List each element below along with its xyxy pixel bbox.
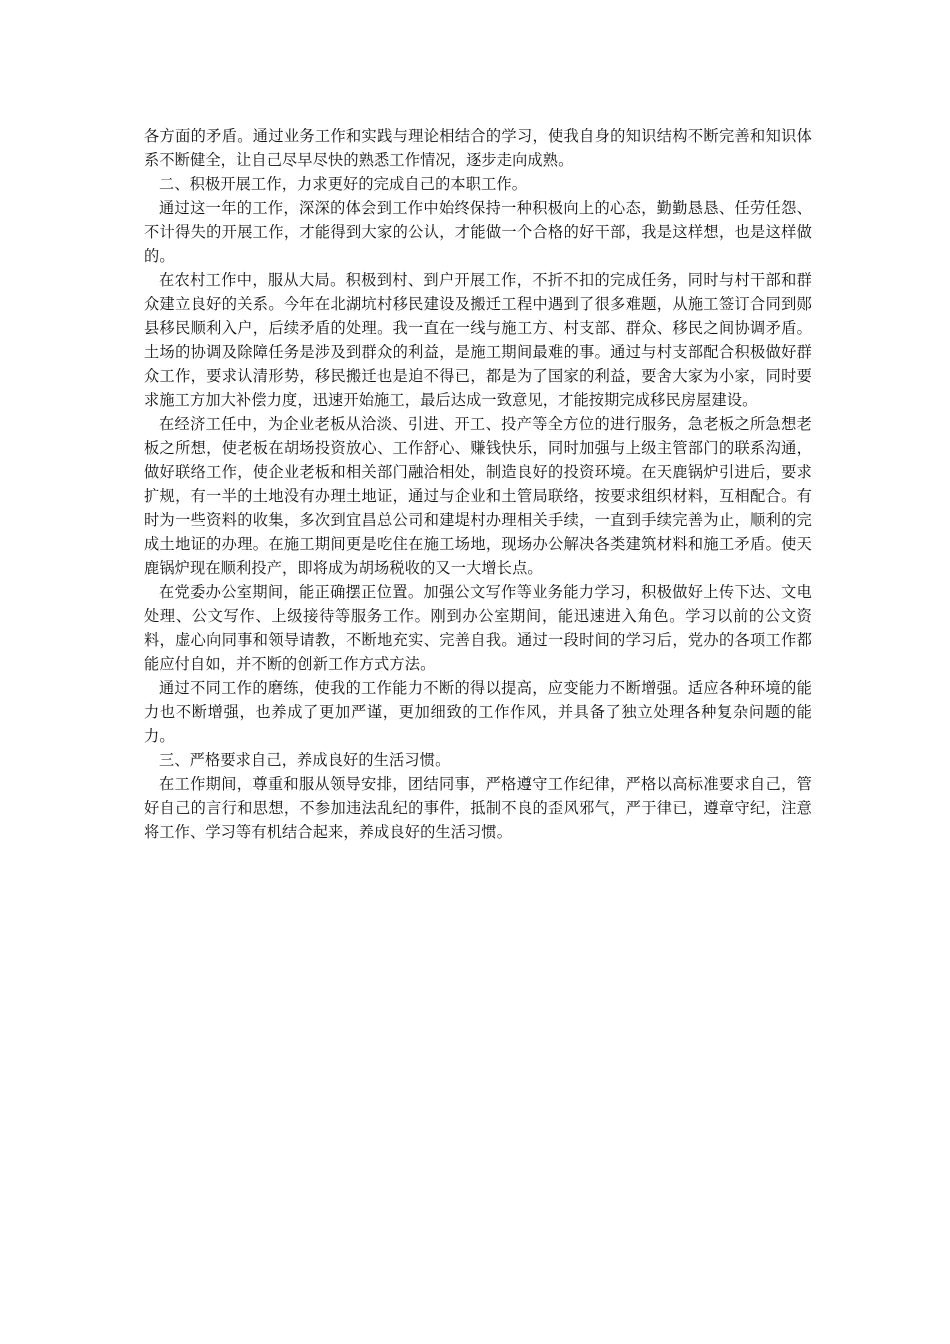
body-paragraph: 在党委办公室期间，能正确摆正位置。加强公文写作等业务能力学习，积极做好上传下达、文电处理、公文写作、上级接待等服务工作。刚到办公室期间，能迅速进入角色。学习以前的公文资料，虚心向同事和领导请教，不断地充实、完善自我。通过一段时间的学习后，党办的各项工作都能应付自如，并不断的创新工作方式方法。 [144, 583, 812, 673]
section-heading-3: 三、严格要求自己，养成良好的生活习惯。 [159, 751, 451, 769]
body-paragraph: 在经济工任中，为企业老板从洽淡、引进、开工、投产等全方位的进行服务，急老板之所急想老板之所想，使老板在胡场投资放心、工作舒心、赚钱快乐，同时加强与上级主管部门的联系沟通，做好联络工作，使企业老板和相关部门融洽相处，制造良好的投资环境。在天鹿锅炉引进后，要求扩规，有一半的土地没有办理土地证，通过与企业和土管局联络，按要求组织材料，互相配合。有时为一些资料的收集，多次到宜昌总公司和建堤村办理相关手续，一直到手续完善为止，顺利的完成土地证的办理。在施工期间更是吃住在施工场地，现场办公解决各类建筑材料和施工矛盾。使天鹿锅炉现在顺利投产，即将成为胡场税收的又一大增长点。 [144, 415, 812, 577]
body-paragraph: 通过不同工作的磨练，使我的工作能力不断的得以提高，应变能力不断增强。适应各种环境的能力也不断增强，也养成了更加严谨，更加细致的工作作风，并具备了独立处理各种复杂问题的能力。 [144, 679, 812, 745]
continuation-paragraph: 各方面的矛盾。通过业务工作和实践与理论相结合的学习，使我自身的知识结构不断完善和知识体系不断健全，让自己尽早尽快的熟悉工作情况，逐步走向成熟。 [144, 127, 812, 169]
body-paragraph: 在农村工作中，服从大局。积极到村、到户开展工作，不折不扣的完成任务，同时与村干部和群众建立良好的关系。今年在北湖坑村移民建设及搬迁工程中遇到了很多难题，从施工签订合同到郧县移民顺利入户，后续矛盾的处理。我一直在一线与施工方、村支部、群众、移民之间协调矛盾。土场的协调及除障任务是涉及到群众的利益，是施工期间最难的事。通过与村支部配合积极做好群众工作，要求认清形势，移民搬迁也是迫不得已，都是为了国家的利益，要舍大家为小家，同时要求施工方加大补偿力度，迅速开始施工，最后达成一致意见，才能按期完成移民房屋建设。 [144, 271, 812, 409]
body-paragraph: 通过这一年的工作，深深的体会到工作中始终保持一种积极向上的心态，勤勤恳恳、任劳任怨、不计得失的开展工作，才能得到大家的公认，才能做一个合格的好干部，我是这样想，也是这样做的。 [144, 199, 812, 265]
body-paragraph: 在工作期间，尊重和服从领导安排，团结同事，严格遵守工作纪律，严格以高标准要求自己，管好自己的言行和思想，不参加违法乱纪的事件，抵制不良的歪风邪气，严于律已，遵章守纪，注意将工作、学习等有机结合起来，养成良好的生活习惯。 [144, 775, 812, 841]
section-heading-2: 二、积极开展工作，力求更好的完成自己的本职工作。 [159, 175, 528, 193]
document-page [144, 124, 812, 844]
